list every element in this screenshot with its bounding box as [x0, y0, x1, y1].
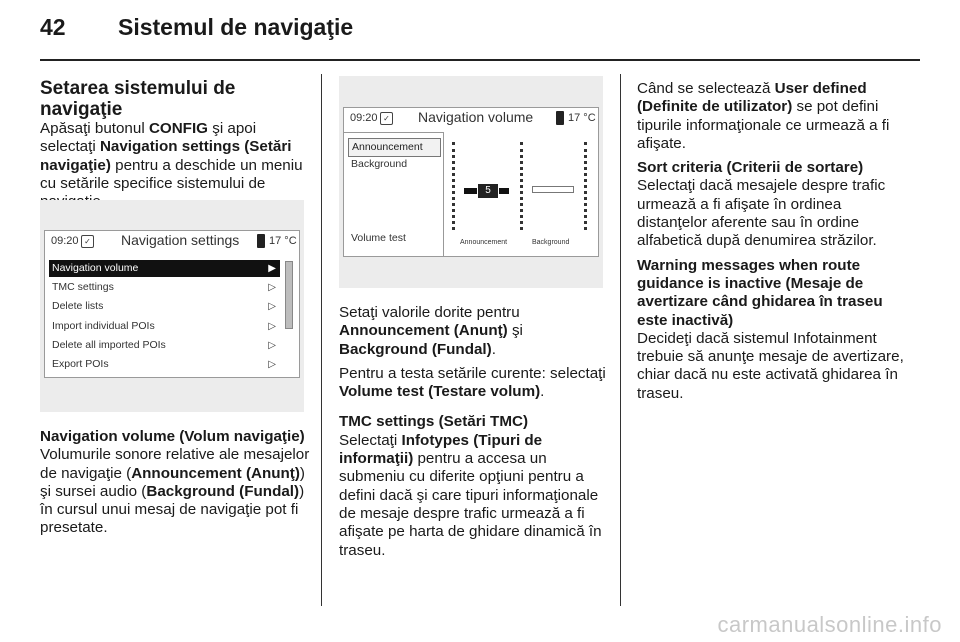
status-bar — [45, 231, 299, 253]
menu-item[interactable]: TMC settings ▷ — [49, 279, 280, 296]
watermark: carmanualsonline.info — [717, 612, 942, 637]
paragraph: Selectaţi dacă mesajele despre trafic urmează a fi afişate în ordinea distanţelor aferente sau în ordine alfabetică după denumirea străzilor. — [637, 177, 886, 250]
menu-item[interactable]: Delete all imported POIs ▷ — [49, 337, 280, 354]
subheading: Navigation volume (Volum navigaţie) — [40, 428, 305, 445]
screenshot-navigation-settings — [40, 200, 304, 412]
chevron-right-icon: ▷ — [268, 301, 276, 312]
paragraph: Decideţi dacă sistemul Infotainment trebuie să anunţe mesaje de avertizare, chiar dacă nu este activată ghidarea în traseu. — [637, 329, 904, 402]
temperature: 17 °C — [568, 112, 596, 124]
page-title: Sistemul de navigaţie — [118, 14, 354, 40]
screenshot-navigation-volume — [339, 76, 603, 288]
section-title: Setarea sistemului de navigaţie — [40, 78, 236, 120]
menu-item-background[interactable]: Background — [351, 158, 408, 170]
volume-scale — [520, 142, 526, 230]
paragraph: Selectaţi Infotypes (Tipuri de informaţii) pentru a accesa un submeniu cu diferite opţiuni pentru a defini dacă şi care tipuri informaţionale de mesaje despre trafic urmează a fi afişate pe harta de ghidare dinamică în traseu. — [339, 431, 602, 559]
volume-level-badge: 5 — [477, 183, 499, 199]
scrollbar[interactable] — [285, 261, 293, 329]
menu-item[interactable]: Export POIs ▷ — [49, 356, 280, 373]
header-divider — [40, 59, 920, 61]
menu-item-volume-test[interactable]: Volume test — [351, 232, 406, 244]
infotainment-screen — [44, 230, 300, 378]
column-2 — [339, 304, 607, 566]
menu-item[interactable]: Navigation volume ▶ — [49, 260, 280, 277]
subheading: Warning messages when route guidance is inactive (Mesaje de avertizare când ghidarea în traseu este inactivă) — [637, 256, 883, 329]
column-1 — [40, 78, 312, 217]
status-bar — [344, 108, 598, 130]
paragraph: Setaţi valorile dorite pentru Announcement (Anunţ) şi Background (Fundal). — [339, 304, 523, 358]
page-number: 42 — [40, 14, 66, 40]
divider — [344, 132, 444, 133]
phone-icon — [257, 234, 265, 248]
paragraph: Când se selectează User defined (Definite de utilizator) se pot defini tipurile informaţionale ce urmează a fi afişate. — [637, 80, 890, 152]
paragraph: Volumurile sonore relative ale mesajelor de navigaţie (Announcement (Anunţ)) şi sursei audio (Background (Fundal)) în cursul unui mesaj de navigaţie pot fi presetate. — [40, 446, 310, 537]
chevron-right-icon: ▷ — [268, 340, 276, 351]
column-divider — [321, 74, 322, 606]
clock-time: 09:20 — [350, 112, 378, 124]
column-3 — [637, 80, 909, 409]
chevron-right-icon: ▷ — [268, 282, 276, 293]
menu-item[interactable]: Import individual POIs ▷ — [49, 318, 280, 335]
announcement-caption: Announcement — [460, 239, 508, 246]
menu-item-announcement[interactable]: Announcement — [348, 138, 441, 157]
clock-icon: ✓ — [81, 235, 94, 248]
column-1-lower — [40, 428, 312, 544]
background-caption: Background — [532, 239, 570, 246]
page-header — [0, 0, 960, 64]
phone-icon — [556, 111, 564, 125]
column-divider — [620, 74, 621, 606]
temperature: 17 °C — [269, 235, 297, 247]
chevron-right-icon: ▷ — [268, 359, 276, 370]
chevron-right-icon: ▶ — [268, 263, 276, 274]
infotainment-screen — [343, 107, 599, 257]
clock-icon: ✓ — [380, 112, 393, 125]
clock-time: 09:20 — [51, 235, 79, 247]
subheading: TMC settings (Setări TMC) — [339, 413, 529, 431]
subheading: Sort criteria (Criterii de sortare) — [637, 159, 864, 177]
volume-scale — [452, 142, 458, 230]
paragraph: Apăsaţi butonul CONFIG şi apoi selectaţi Navigation settings (Setări navigaţie) pentru a deschide un meniu cu setările specifice sistemului de — [40, 120, 303, 192]
menu-item[interactable]: Delete lists ▷ — [49, 298, 280, 315]
screen-title: Navigation volume — [418, 109, 534, 125]
paragraph: Pentru a testa setările curente: selectaţi Volume test (Testare volum). — [339, 364, 606, 401]
screen-title: Navigation settings — [121, 232, 240, 248]
chevron-right-icon: ▷ — [268, 321, 276, 332]
divider — [443, 132, 444, 256]
background-slider[interactable] — [532, 186, 574, 193]
volume-scale — [584, 142, 590, 230]
